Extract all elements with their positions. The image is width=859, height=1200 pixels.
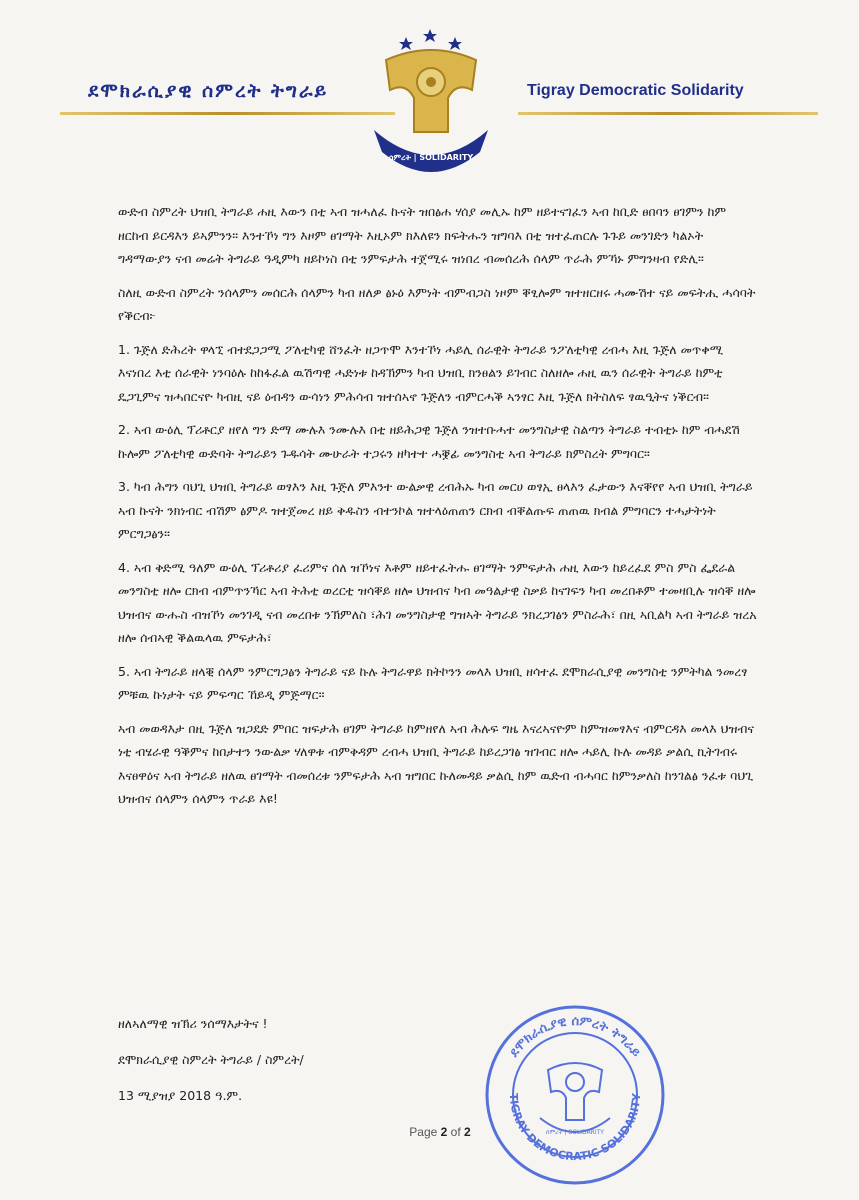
numbered-point: 5. ኣብ ትግራይ ዘላቒ ሰላም ንምርግጋፅን ትግራይ ናይ ኩሉ ትግራዋይ ክትኮንን መላእ ህዝቢ ዘሳተፈ ደሞክራሲያዊ መንግስቲ ንምትካል ንመረፃ ምቹዉ ኩነታት ናይ ምፍጣር ኸይዲ ምጅማር። (118, 663, 748, 702)
numbered-point: 1. ጉጅለ ድሕረት ዋላኚ ብተደጋጋሚ ፖለቲካዊ ሸንፈት ዘጋጥሞ እንተኾነ ሓይሊ ሰራዊት ትግራይ ንፖለቲካዊ ረብሓ እዚ ጉጅለ መጥቀሚ እናነበረ እቲ ሰራዊት ነንባዕሉ ከከፋፈል ዉሽጣዊ ሓድነቱ ከዳኽምን ካብ ህዝቢ ክንፀልን ይገብር ስለዘሎ ሐዚ ዉን ሰራዊት ትግራይ ከምቲ ዴጋጊምና ዝሓበርናዮ ካብዚ ናይ ዕብዳን ውሳነን ምሕሳብ ዝተሰኣኖ ጉጅለን ብምርሓቕ ኣንፃር እዚ ጉጅለ ክትስለፍ ፃዉዒትና ነቕርብ። (118, 341, 724, 404)
salutation: ዘለኣለማዊ ዝኽሪ ንሰማእታትና ! (118, 1016, 268, 1031)
stamp-emblem-icon (540, 1063, 610, 1132)
paragraph: ውድብ ስምረት ህዝቢ ትግራይ ሐዚ እውን በቲ ኣብ ዝሓለፈ ኩናት ዝበፅሐ ሃሰያ መሊኡ ከም ዘይተናገፈን ኣብ ከቢድ ፀበባን ፀገምን ከም ዘርከብ ይርዳእን ይኣምንን። እንተኾነ ግን እዞም ፀገማት እዚኦም ክእለዩን ክፍትሑን ዝግባእ በቲ ዝተፈጠርሉ ጉጉይ መንገድን ካልኦት ግዳማውያን ናብ መሬት ትግራይ ዓዲምካ ዘይኮነስ በቲ ንምፍታሕ ተጀሚሩ ዝነበረ ብመሰረሕ ሰላም ጥራሕ ምኻኑ ምግንዛብ የድሊ። (118, 204, 727, 266)
signatory: ደሞክራሲያዊ ስምረት ትግራይ / ስምረት/ (118, 1052, 304, 1067)
logo-stars-icon (399, 29, 462, 50)
numbered-point: 4. ኣብ ቅድሚ ዓለም ውዕሊ ፕሪቶሪያ ፈሪምና ሰለ ዝኾነና እቶም ዘይተፈትሑ ፀገማት ንምፍታሕ ሐዚ እውን ከይረፈደ ምስ ምስ ፌደራል መንግስቲ ዘሎ ርክብ ብምጥንኻር ኣብ ትሕቲ ወረርቲ ዝሳቐይ ዘሎ ህዝብና ካብ መዓልታዊ ስቃይ ከናገፍን ካብ መረበቶም ተመዛቢሉ ዝሳቐ ዘሎ ህዝብና ውሑስ ብዝኾነ መንገዲ ናብ መረበቱ ንኽምለስ ፣ሕገ መንግስታዊ ግዝኣት ትግራይ ንክረጋገፅን ምስራሕ፣ በዚ ኣቢልካ ኣብ ትግራይ ዝረአ ዘሎ ሰብኣዊ ቕልዉላዉ ምፍታሕ፣ (118, 559, 757, 645)
paragraph: ስለዚ ውድብ ስምረት ንሰላምን መሰርሕ ሰላምን ካብ ዘለዎ ፅኑዕ እምነት ብምብጋስ ነዞም ቐፂሎም ዝተዘርዘሩ ሓሙሽተ ናይ መፍትሒ ሓሳባት የቕርብ፦ (118, 284, 756, 323)
svg-text:TIGRAY DEMOCRATIC SOLIDARITY (507, 1092, 643, 1163)
stamp-inner-banner: ሰምረት | SOLIDARITY (546, 1129, 604, 1136)
letter-body (118, 200, 758, 821)
org-name-english: Tigray Democratic Solidarity (527, 82, 744, 99)
org-name-tigrinya: ደሞክራሲያዊ ሰምረት ትግራይ (88, 80, 329, 102)
header-left-rule (60, 112, 395, 115)
numbered-point: 2. ኣብ ውዕሊ ፕሪቶርያ ዘየለ ግን ድማ ሙሉእ ንሙሉእ በቲ ዘይሕጋዊ ጉጅለ ንዝተቡሓተ መንግስታዊ ስልጣን ትግራይ ተብቲኑ ከም ብሓደሽ ኩሎም ፖለቲካዊ ውድባት ትግራይን ጉዱሳት ሙሁራት ተጋሩን ዘካተተ ሓቛፊ መንግስቲ ኣብ ትግራይ ክምስረት ምግባር። (118, 422, 740, 461)
org-logo (356, 20, 506, 178)
page-current: 2 (440, 1125, 448, 1139)
page-of: of (450, 1125, 461, 1139)
page-label: Page (409, 1125, 438, 1139)
letter-date: 13 ሚያዝያ 2018 ዓ.ም. (118, 1088, 243, 1103)
numbered-point: 3. ካብ ሕግን ባህጊ ህዝቢ ትግራይ ወፃእን እዚ ጉጅለ ምእንተ ውልቃዊ ረብሕኡ ካብ መርሀ ወፃኢ ፀላእን ፈታውን እናቐየየ ኣብ ህዝቢ ትግራይ ኣብ ኩናት ንክነብር ብሽም ፅምዶ ዝተጀመረ ዘይ ቅዱስን ብተንኮል ዝተላዕጠጠን ርክብ ብቐልጡፍ ጠጠዉ ክብል ምግባርን ተሓታትነት ምርግጋፅን። (118, 479, 753, 541)
page-total: 2 (464, 1125, 471, 1139)
logo-banner-text: ሰምረት | SOLIDARITY (388, 153, 474, 162)
page-number (380, 1125, 500, 1139)
stamp-top-text: ደሞክራሲያዊ ሰምረት ትግራይ (506, 1013, 644, 1061)
letterhead (0, 0, 859, 175)
header-right-rule (518, 112, 818, 115)
paragraph: ኣብ መወዳእታ በዚ ጉጅለ ዝጋደድ ምበር ዝፍታሕ ፀገም ትግራይ ከምዘየለ ኣብ ሕሉፍ ግዜ እናረኣናዮም ከምዝመፃእና ብምርዳእ መላእ ህዝብና ነቲ ብሄራዊ ዓቕምና ከበታተን ንውልቃ ሃለዋቱ ብምቅዳም ረብሓ ህዝቢ ትግራይ ከይረጋገፅ ዝገብር ዘሎ ሓይሊ ኩሉ መዳይ ቃልሲ ኪትገብሩ እናፀዋዕና ኣብ ትግራይ ዘለዉ ፀገማት ብመሰረቱ ንምፍታሕ ኣብ ዝግበር ኩለመዳይ ቃልሲ ከም ዉድብ ብሓባር ከምንቃለስ ከንገልፅ ንፈቱ ባህጊ ህዝብና ሰላምን ሰላምን ጥራይ እዩ! (118, 720, 755, 806)
letter-closing (118, 1012, 518, 1120)
official-stamp (480, 1000, 670, 1190)
stamp-bottom-text: TIGRAY DEMOCRATIC SOLIDARITY (506, 1092, 644, 1164)
